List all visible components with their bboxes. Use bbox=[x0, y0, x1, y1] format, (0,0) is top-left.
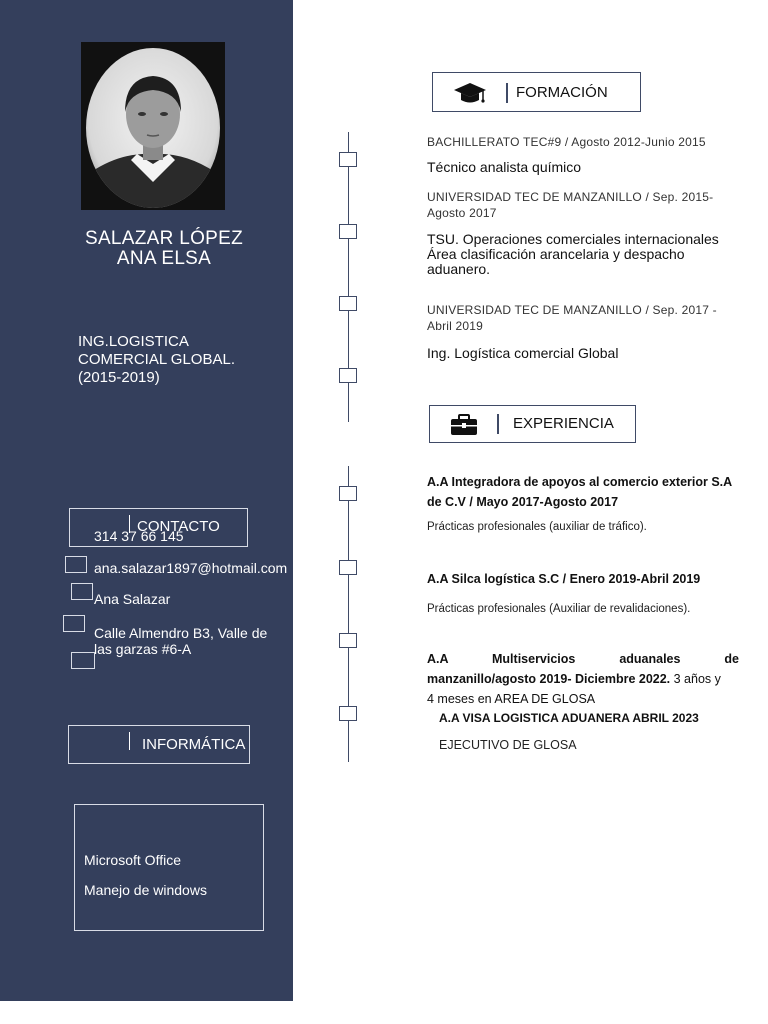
title-line: Abril 2019 bbox=[427, 319, 484, 333]
timeline-marker bbox=[339, 706, 357, 721]
briefcase-icon bbox=[450, 414, 478, 441]
experiencia-item-2-title: A.A Silca logística S.C / Enero 2019-Abril 2019 bbox=[427, 572, 701, 586]
title-line: de C.V / Mayo 2017-Agosto 2017 bbox=[427, 495, 619, 509]
title-line: 4 meses en AREA DE GLOSA bbox=[427, 692, 596, 706]
timeline-marker bbox=[339, 152, 357, 167]
skill-item: Manejo de windows bbox=[84, 882, 207, 898]
formacion-item-1-title: BACHILLERATO TEC#9 / Agosto 2012-Junio 2015 bbox=[427, 135, 706, 149]
informatica-divider bbox=[129, 732, 130, 750]
location-icon bbox=[63, 615, 85, 632]
contact-phone: 314 37 66 145 bbox=[94, 528, 184, 544]
title-bold: manzanillo/agosto 2019- Diciembre 2022. bbox=[427, 672, 671, 686]
title-line: UNIVERSIDAD TEC DE MANZANILLO / Sep. 2017 - bbox=[427, 303, 717, 317]
skill-item: Microsoft Office bbox=[84, 852, 181, 868]
degree-line-2: COMERCIAL GLOBAL. bbox=[78, 351, 235, 368]
name-line-1: SALAZAR LÓPEZ bbox=[84, 228, 244, 249]
formacion-heading: FORMACIÓN bbox=[516, 84, 608, 101]
name-line-2: ANA ELSA bbox=[116, 248, 212, 269]
degree-line-1: ING.LOGISTICA bbox=[78, 333, 189, 350]
experiencia-item-2-desc: Prácticas profesionales (Auxiliar de revalidaciones). bbox=[427, 603, 691, 615]
timeline-marker bbox=[339, 296, 357, 311]
experiencia-heading-box bbox=[429, 405, 636, 443]
degree-line-3: (2015-2019) bbox=[78, 369, 160, 386]
experiencia-item-4-title: A.A VISA LOGISTICA ADUANERA ABRIL 2023 bbox=[439, 711, 699, 725]
contact-social: Ana Salazar bbox=[94, 591, 171, 607]
contact-address bbox=[94, 625, 267, 657]
title-normal: 3 años y bbox=[670, 672, 721, 686]
formacion-heading-box bbox=[432, 72, 641, 112]
title-line bbox=[427, 669, 739, 689]
experiencia-item-1-desc: Prácticas profesionales (auxiliar de tráfico). bbox=[427, 521, 647, 533]
formacion-divider bbox=[506, 83, 508, 103]
experiencia-heading: EXPERIENCIA bbox=[513, 415, 614, 432]
title-line: UNIVERSIDAD TEC DE MANZANILLO / Sep. 2015- bbox=[427, 190, 714, 204]
formacion-item-3-title bbox=[427, 302, 727, 334]
formacion-item-2-title bbox=[427, 189, 727, 221]
desc-line: Área clasificación arancelaria y despacho bbox=[427, 246, 685, 262]
desc-line: TSU. Operaciones comerciales internacionales bbox=[427, 231, 719, 247]
timeline-marker bbox=[339, 560, 357, 575]
timeline-marker bbox=[339, 486, 357, 501]
profile-photo bbox=[81, 42, 225, 210]
desc-line: aduanero. bbox=[427, 261, 491, 277]
address-line-1: Calle Almendro B3, Valle de bbox=[94, 625, 268, 641]
timeline-marker bbox=[339, 633, 357, 648]
informatica-heading-box bbox=[68, 725, 250, 764]
home-icon bbox=[71, 652, 95, 669]
contact-email: ana.salazar1897@hotmail.com bbox=[94, 560, 288, 576]
title-line: A.A Integradora de apoyos al comercio exterior S.A bbox=[427, 475, 733, 489]
contact-heading: CONTACTO bbox=[137, 518, 220, 535]
experiencia-item-4-desc: EJECUTIVO DE GLOSA bbox=[439, 738, 577, 752]
informatica-heading: INFORMÁTICA bbox=[142, 736, 246, 753]
formacion-item-1-desc: Técnico analista químico bbox=[427, 159, 582, 175]
title-line: A.A Multiservicios aduanales de bbox=[427, 652, 739, 666]
formacion-item-2-desc bbox=[427, 232, 737, 277]
experiencia-item-3-title bbox=[427, 649, 739, 709]
timeline-marker bbox=[339, 368, 357, 383]
experiencia-divider bbox=[497, 414, 499, 434]
email-icon bbox=[65, 556, 87, 573]
experiencia-item-1-title bbox=[427, 472, 739, 512]
timeline-marker bbox=[339, 224, 357, 239]
graduation-cap-icon bbox=[453, 81, 487, 110]
formacion-item-3-desc: Ing. Logística comercial Global bbox=[427, 345, 619, 361]
title-line: Agosto 2017 bbox=[427, 206, 497, 220]
degree bbox=[78, 333, 235, 387]
user-icon bbox=[71, 583, 93, 600]
address-line-2: las garzas #6-A bbox=[94, 641, 192, 657]
